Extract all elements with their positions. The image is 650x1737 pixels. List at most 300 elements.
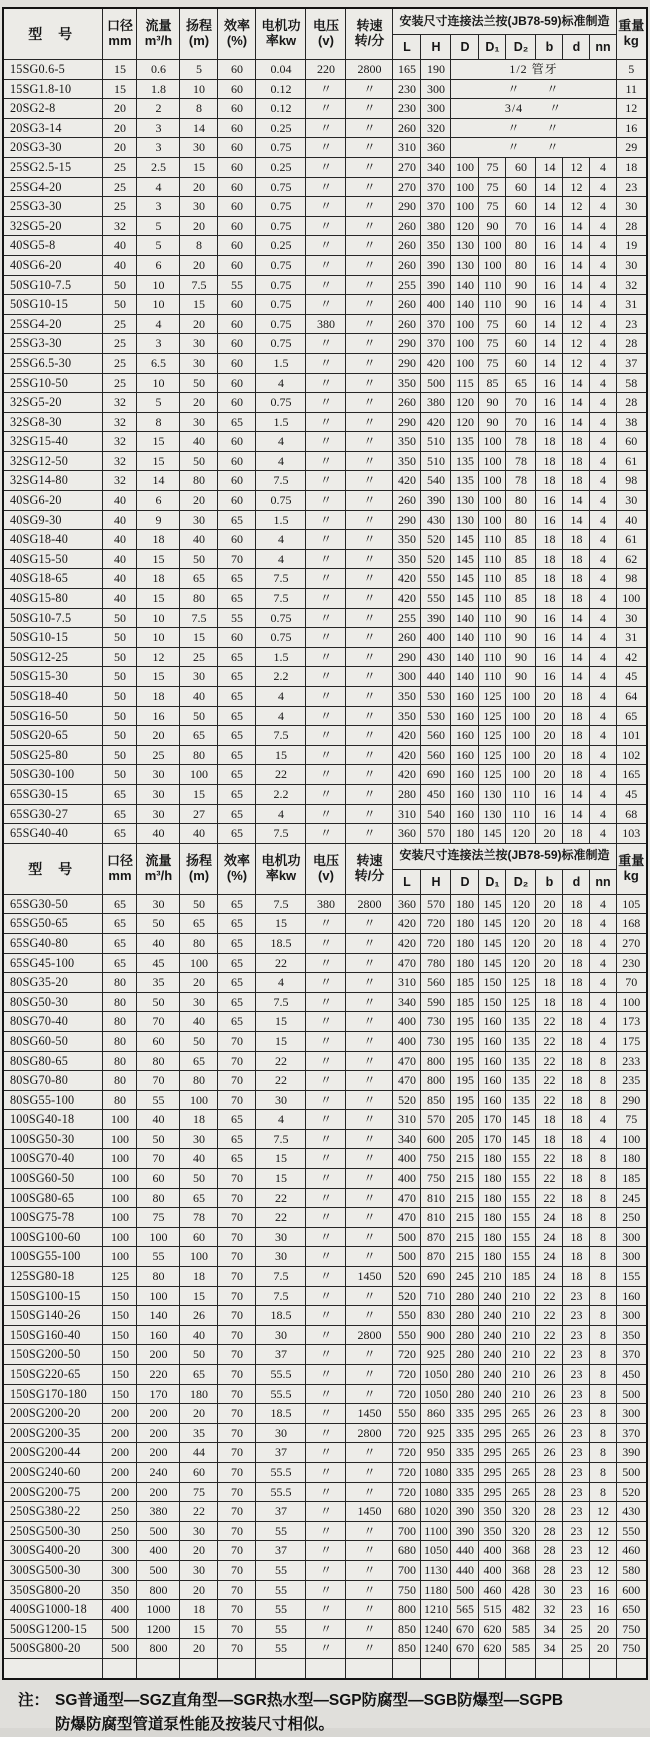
dim-l-cell: 550 <box>393 1306 421 1326</box>
diameter-cell: 20 <box>103 118 137 138</box>
head-cell: 5 <box>180 60 218 80</box>
dim-d-cell: 335 <box>451 1482 479 1502</box>
dim-d1-cell: 100 <box>479 255 506 275</box>
dim-nn-cell: 8 <box>590 1149 616 1169</box>
dim-nn-cell: 8 <box>590 1227 616 1247</box>
flow-cell: 50 <box>137 914 180 934</box>
head-cell: 50 <box>180 1031 218 1051</box>
dim-l-cell: 310 <box>393 804 421 824</box>
dim-l-cell: 290 <box>393 197 421 217</box>
flow-cell: 10 <box>137 295 180 315</box>
weight-cell: 390 <box>616 1443 647 1463</box>
dim-b-cell: 24 <box>536 1227 563 1247</box>
model-cell <box>3 1658 103 1678</box>
dim-nn-cell: 4 <box>590 726 616 746</box>
motor-power-cell: 0.25 <box>256 157 306 177</box>
dim-b-cell: 20 <box>536 687 563 707</box>
speed-cell: 〃 <box>346 1090 393 1110</box>
dim-bolt-d-cell: 18 <box>563 1051 590 1071</box>
head-cell: 40 <box>180 530 218 550</box>
dim-bolt-d-cell <box>563 1658 590 1678</box>
weight-cell: 23 <box>616 177 647 197</box>
footnote-body <box>55 1689 650 1737</box>
col-header-dim-2: D <box>451 869 479 894</box>
spec-row <box>3 1110 647 1130</box>
diameter-cell: 80 <box>103 1071 137 1091</box>
dim-d-cell: 100 <box>451 314 479 334</box>
speed-cell: 〃 <box>346 255 393 275</box>
diameter-cell: 32 <box>103 216 137 236</box>
dim-bolt-d-cell: 14 <box>563 373 590 393</box>
diameter-cell: 25 <box>103 353 137 373</box>
dim-nn-cell: 16 <box>590 1580 616 1600</box>
dim-h-cell: 430 <box>421 510 451 530</box>
dim-d2-cell: 80 <box>506 510 536 530</box>
dim-d2-cell: 125 <box>506 992 536 1012</box>
voltage-cell: 〃 <box>306 647 346 667</box>
efficiency-cell: 65 <box>218 726 256 746</box>
dim-d1-cell: 110 <box>479 647 506 667</box>
dim-b-cell: 20 <box>536 745 563 765</box>
head-cell: 30 <box>180 1560 218 1580</box>
voltage-cell: 〃 <box>306 804 346 824</box>
dim-b-cell: 28 <box>536 1462 563 1482</box>
dim-nn-cell: 4 <box>590 177 616 197</box>
motor-power-cell: 55 <box>256 1600 306 1620</box>
spec-row <box>3 334 647 354</box>
dim-d2-cell: 145 <box>506 1110 536 1130</box>
dim-d1-cell: 110 <box>479 667 506 687</box>
spec-row <box>3 138 647 158</box>
flow-cell: 40 <box>137 1110 180 1130</box>
motor-power-cell: 0.25 <box>256 236 306 256</box>
dim-nn-cell: 12 <box>590 1502 616 1522</box>
motor-power-cell: 1.5 <box>256 647 306 667</box>
dim-l-cell: 720 <box>393 1482 421 1502</box>
dim-h-cell: 570 <box>421 1110 451 1130</box>
dim-d2-cell: 110 <box>506 804 536 824</box>
dim-d2-cell: 135 <box>506 1090 536 1110</box>
speed-cell: 2800 <box>346 60 393 80</box>
col-header-dim-7: nn <box>590 35 616 60</box>
weight-cell: 31 <box>616 628 647 648</box>
dim-h-cell: 800 <box>421 1051 451 1071</box>
model-cell: 200SG200-44 <box>3 1443 103 1463</box>
flow-cell: 200 <box>137 1345 180 1365</box>
dim-nn-cell: 8 <box>590 1462 616 1482</box>
dim-d2-cell: 482 <box>506 1600 536 1620</box>
spec-row <box>3 1208 647 1228</box>
dim-d2-cell: 90 <box>506 628 536 648</box>
col-header-efficiency: 效率 (%) <box>218 843 256 894</box>
dim-d-cell: 160 <box>451 726 479 746</box>
dim-l-cell: 290 <box>393 353 421 373</box>
col-header-dim-4: D₂ <box>506 35 536 60</box>
col-header-dim-7: nn <box>590 869 616 894</box>
diameter-cell: 15 <box>103 60 137 80</box>
dim-d-cell: 390 <box>451 1521 479 1541</box>
dim-d1-cell: 160 <box>479 1071 506 1091</box>
dim-d1-cell: 295 <box>479 1423 506 1443</box>
efficiency-cell: 70 <box>218 1227 256 1247</box>
weight-cell: 500 <box>616 1384 647 1404</box>
dim-l-cell: 470 <box>393 953 421 973</box>
dim-l-cell: 280 <box>393 784 421 804</box>
dim-b-cell: 34 <box>536 1639 563 1659</box>
dim-l-cell: 290 <box>393 334 421 354</box>
dim-d-cell: 145 <box>451 549 479 569</box>
col-header-diameter: 口径 mm <box>103 8 137 60</box>
head-cell: 30 <box>180 667 218 687</box>
dim-h-cell: 860 <box>421 1404 451 1424</box>
dim-d1-cell: 180 <box>479 1247 506 1267</box>
motor-power-cell: 22 <box>256 765 306 785</box>
spec-row <box>3 1149 647 1169</box>
weight-cell: 180 <box>616 1149 647 1169</box>
diameter-cell: 65 <box>103 914 137 934</box>
weight-cell: 60 <box>616 432 647 452</box>
flow-cell: 25 <box>137 745 180 765</box>
flow-cell: 70 <box>137 1012 180 1032</box>
voltage-cell: 〃 <box>306 1012 346 1032</box>
model-cell: 65SG40-40 <box>3 824 103 844</box>
diameter-cell: 65 <box>103 953 137 973</box>
model-cell: 150SG160-40 <box>3 1325 103 1345</box>
efficiency-cell: 70 <box>218 1090 256 1110</box>
dim-d1-cell: 110 <box>479 589 506 609</box>
weight-cell: 103 <box>616 824 647 844</box>
col-header-model: 型 号 <box>3 8 103 60</box>
spec-row <box>3 1482 647 1502</box>
speed-cell: 〃 <box>346 295 393 315</box>
dim-l-cell: 420 <box>393 933 421 953</box>
dim-h-cell: 690 <box>421 765 451 785</box>
dim-l-cell: 260 <box>393 393 421 413</box>
dim-b-cell: 20 <box>536 765 563 785</box>
dim-h-cell: 370 <box>421 334 451 354</box>
motor-power-cell: 55.5 <box>256 1462 306 1482</box>
dim-d1-cell: 240 <box>479 1384 506 1404</box>
motor-power-cell: 0.75 <box>256 491 306 511</box>
dim-d-cell: 215 <box>451 1188 479 1208</box>
efficiency-cell: 65 <box>218 569 256 589</box>
dim-h-cell: 1050 <box>421 1365 451 1385</box>
dim-b-cell: 32 <box>536 1600 563 1620</box>
dim-b-cell: 22 <box>536 1325 563 1345</box>
voltage-cell: 〃 <box>306 334 346 354</box>
spec-row <box>3 275 647 295</box>
col-header-voltage: 电压 (v) <box>306 8 346 60</box>
model-cell: 32SG15-40 <box>3 432 103 452</box>
diameter-cell: 200 <box>103 1482 137 1502</box>
dim-d1-cell: 160 <box>479 1051 506 1071</box>
dim-h-cell: 190 <box>421 60 451 80</box>
diameter-cell <box>103 1658 137 1678</box>
speed-cell: 〃 <box>346 726 393 746</box>
voltage-cell: 〃 <box>306 1110 346 1130</box>
dim-d1-cell: 100 <box>479 510 506 530</box>
dim-h-cell: 925 <box>421 1423 451 1443</box>
dim-d-cell: 160 <box>451 765 479 785</box>
dim-d-cell: 140 <box>451 628 479 648</box>
col-header-install-dims: 安装尺寸连接法兰按(JB78-59)标准制造 <box>393 8 616 35</box>
dim-b-cell: 16 <box>536 373 563 393</box>
head-cell: 40 <box>180 1325 218 1345</box>
head-cell: 50 <box>180 451 218 471</box>
dim-bolt-d-cell: 14 <box>563 784 590 804</box>
efficiency-cell: 55 <box>218 608 256 628</box>
dim-bolt-d-cell: 18 <box>563 706 590 726</box>
dim-b-cell: 18 <box>536 569 563 589</box>
diameter-cell: 65 <box>103 804 137 824</box>
dim-nn-cell: 12 <box>590 1521 616 1541</box>
dim-d1-cell: 160 <box>479 1031 506 1051</box>
flow-cell: 100 <box>137 1286 180 1306</box>
dim-d-cell: 145 <box>451 589 479 609</box>
efficiency-cell: 70 <box>218 1188 256 1208</box>
diameter-cell: 100 <box>103 1149 137 1169</box>
flow-cell: 1.8 <box>137 79 180 99</box>
model-cell: 50SG10-15 <box>3 628 103 648</box>
model-cell: 25SG4-20 <box>3 314 103 334</box>
dim-l-cell: 420 <box>393 569 421 589</box>
voltage-cell: 380 <box>306 314 346 334</box>
dim-l-cell: 350 <box>393 706 421 726</box>
dim-h-cell: 320 <box>421 118 451 138</box>
speed-cell: 〃 <box>346 236 393 256</box>
dim-nn-cell: 8 <box>590 1404 616 1424</box>
model-cell: 50SG10-7.5 <box>3 608 103 628</box>
spec-row <box>3 1658 647 1678</box>
dim-d1-cell: 240 <box>479 1286 506 1306</box>
motor-power-cell: 37 <box>256 1502 306 1522</box>
diameter-cell: 32 <box>103 451 137 471</box>
diameter-cell: 50 <box>103 628 137 648</box>
motor-power-cell: 22 <box>256 1188 306 1208</box>
head-cell <box>180 1658 218 1678</box>
speed-cell: 〃 <box>346 1482 393 1502</box>
diameter-cell: 15 <box>103 79 137 99</box>
dim-d1-cell: 145 <box>479 933 506 953</box>
speed-cell: 〃 <box>346 275 393 295</box>
dim-bolt-d-cell: 23 <box>563 1580 590 1600</box>
spec-row <box>3 1560 647 1580</box>
dim-bolt-d-cell: 14 <box>563 647 590 667</box>
dim-l-cell: 260 <box>393 118 421 138</box>
spec-row <box>3 60 647 80</box>
dim-h-cell: 870 <box>421 1227 451 1247</box>
voltage-cell: 〃 <box>306 1560 346 1580</box>
flow-cell: 50 <box>137 992 180 1012</box>
model-cell: 100SG40-18 <box>3 1110 103 1130</box>
efficiency-cell: 65 <box>218 765 256 785</box>
weight-cell: 62 <box>616 549 647 569</box>
voltage-cell: 〃 <box>306 1129 346 1149</box>
dim-d-cell: 135 <box>451 471 479 491</box>
head-cell: 30 <box>180 353 218 373</box>
weight-cell: 100 <box>616 589 647 609</box>
diameter-cell: 100 <box>103 1129 137 1149</box>
speed-cell: 〃 <box>346 589 393 609</box>
dim-bolt-d-cell: 12 <box>563 157 590 177</box>
flow-cell: 6 <box>137 491 180 511</box>
motor-power-cell: 37 <box>256 1345 306 1365</box>
flow-cell: 30 <box>137 894 180 914</box>
speed-cell: 〃 <box>346 745 393 765</box>
dim-nn-cell <box>590 1658 616 1678</box>
motor-power-cell: 15 <box>256 1149 306 1169</box>
motor-power-cell: 0.04 <box>256 60 306 80</box>
dim-b-cell: 18 <box>536 432 563 452</box>
voltage-cell: 〃 <box>306 784 346 804</box>
dim-b-cell: 24 <box>536 1267 563 1287</box>
dim-l-cell: 420 <box>393 471 421 491</box>
model-cell: 65SG50-65 <box>3 914 103 934</box>
dim-d2-cell: 210 <box>506 1306 536 1326</box>
weight-cell: 30 <box>616 255 647 275</box>
dim-l-cell: 680 <box>393 1541 421 1561</box>
dim-nn-cell: 12 <box>590 1541 616 1561</box>
motor-power-cell: 4 <box>256 549 306 569</box>
model-cell: 100SG50-30 <box>3 1129 103 1149</box>
dim-bolt-d-cell: 18 <box>563 1188 590 1208</box>
dim-bolt-d-cell: 12 <box>563 177 590 197</box>
head-cell: 40 <box>180 432 218 452</box>
voltage-cell: 〃 <box>306 451 346 471</box>
efficiency-cell: 65 <box>218 933 256 953</box>
flow-cell: 2.5 <box>137 157 180 177</box>
motor-power-cell <box>256 1658 306 1678</box>
efficiency-cell: 65 <box>218 804 256 824</box>
diameter-cell: 50 <box>103 706 137 726</box>
dim-d2-cell: 80 <box>506 255 536 275</box>
weight-cell: 58 <box>616 373 647 393</box>
diameter-cell: 80 <box>103 1012 137 1032</box>
col-header-dim-0: L <box>393 35 421 60</box>
diameter-cell: 200 <box>103 1462 137 1482</box>
flow-cell: 70 <box>137 1071 180 1091</box>
dim-d-cell: 130 <box>451 236 479 256</box>
motor-power-cell: 4 <box>256 530 306 550</box>
model-cell: 65SG30-15 <box>3 784 103 804</box>
head-cell: 30 <box>180 1129 218 1149</box>
dim-l-cell: 340 <box>393 1129 421 1149</box>
spec-row <box>3 1580 647 1600</box>
col-header-flow: 流量 m³/h <box>137 8 180 60</box>
model-cell: 150SG200-50 <box>3 1345 103 1365</box>
efficiency-cell: 70 <box>218 1443 256 1463</box>
dim-d2-cell: 155 <box>506 1208 536 1228</box>
dim-d-cell: 115 <box>451 373 479 393</box>
dim-b-cell: 14 <box>536 353 563 373</box>
dim-h-cell: 500 <box>421 373 451 393</box>
dim-h-cell: 750 <box>421 1169 451 1189</box>
header-row <box>3 843 647 869</box>
col-header-speed: 转速 转/分 <box>346 8 393 60</box>
model-cell: 32SG5-20 <box>3 393 103 413</box>
dim-h-cell: 380 <box>421 216 451 236</box>
spec-row <box>3 1423 647 1443</box>
speed-cell: 〃 <box>346 157 393 177</box>
dim-bolt-d-cell: 23 <box>563 1423 590 1443</box>
dim-bolt-d-cell: 18 <box>563 1149 590 1169</box>
motor-power-cell: 15 <box>256 1031 306 1051</box>
spec-row <box>3 1600 647 1620</box>
flow-cell <box>137 1658 180 1678</box>
speed-cell: 〃 <box>346 510 393 530</box>
model-cell: 25SG10-50 <box>3 373 103 393</box>
dim-d2-cell: 110 <box>506 784 536 804</box>
motor-power-cell: 18.5 <box>256 1404 306 1424</box>
dim-nn-cell: 4 <box>590 334 616 354</box>
speed-cell: 〃 <box>346 373 393 393</box>
speed-cell: 〃 <box>346 197 393 217</box>
dim-l-cell: 260 <box>393 314 421 334</box>
dim-h-cell: 390 <box>421 608 451 628</box>
head-cell: 20 <box>180 314 218 334</box>
diameter-cell: 250 <box>103 1502 137 1522</box>
dim-b-cell: 22 <box>536 1031 563 1051</box>
motor-power-cell: 15 <box>256 1169 306 1189</box>
spec-row <box>3 726 647 746</box>
col-header-dim-3: D₁ <box>479 869 506 894</box>
dim-nn-cell: 4 <box>590 314 616 334</box>
dim-bolt-d-cell: 12 <box>563 334 590 354</box>
speed-cell: 〃 <box>346 1365 393 1385</box>
dim-d2-cell: 60 <box>506 177 536 197</box>
dim-d1-cell: 210 <box>479 1267 506 1287</box>
model-cell: 100SG75-78 <box>3 1208 103 1228</box>
flow-cell: 200 <box>137 1482 180 1502</box>
motor-power-cell: 4 <box>256 706 306 726</box>
dim-h-cell: 550 <box>421 569 451 589</box>
model-cell: 40SG5-8 <box>3 236 103 256</box>
motor-power-cell: 7.5 <box>256 589 306 609</box>
speed-cell: 〃 <box>346 1188 393 1208</box>
dim-h-cell: 380 <box>421 393 451 413</box>
dim-bolt-d-cell: 18 <box>563 1012 590 1032</box>
diameter-cell: 40 <box>103 549 137 569</box>
dim-nn-cell: 8 <box>590 1384 616 1404</box>
dim-l-cell: 720 <box>393 1462 421 1482</box>
weight-cell: 370 <box>616 1345 647 1365</box>
col-header-weight: 重量 kg <box>616 8 647 60</box>
spec-row <box>3 1247 647 1267</box>
dim-h-cell: 400 <box>421 628 451 648</box>
dim-d1-cell: 125 <box>479 726 506 746</box>
dim-b-cell: 22 <box>536 1012 563 1032</box>
dim-nn-cell: 4 <box>590 628 616 648</box>
dim-h-cell: 540 <box>421 804 451 824</box>
dim-d1-cell: 180 <box>479 1227 506 1247</box>
dim-d1-cell: 400 <box>479 1560 506 1580</box>
dim-bolt-d-cell: 18 <box>563 1110 590 1130</box>
dim-d-cell: 280 <box>451 1365 479 1385</box>
voltage-cell: 〃 <box>306 295 346 315</box>
model-cell: 25SG6.5-30 <box>3 353 103 373</box>
dim-d-cell: 280 <box>451 1384 479 1404</box>
col-header-diameter: 口径 mm <box>103 843 137 894</box>
dim-d1-cell: 130 <box>479 784 506 804</box>
dim-b-cell: 14 <box>536 197 563 217</box>
dim-h-cell: 350 <box>421 236 451 256</box>
motor-power-cell: 1.5 <box>256 353 306 373</box>
dim-d1-cell: 170 <box>479 1129 506 1149</box>
dim-d2-cell: 90 <box>506 667 536 687</box>
dim-h-cell: 300 <box>421 99 451 119</box>
dim-l-cell: 230 <box>393 79 421 99</box>
dim-h-cell: 780 <box>421 953 451 973</box>
